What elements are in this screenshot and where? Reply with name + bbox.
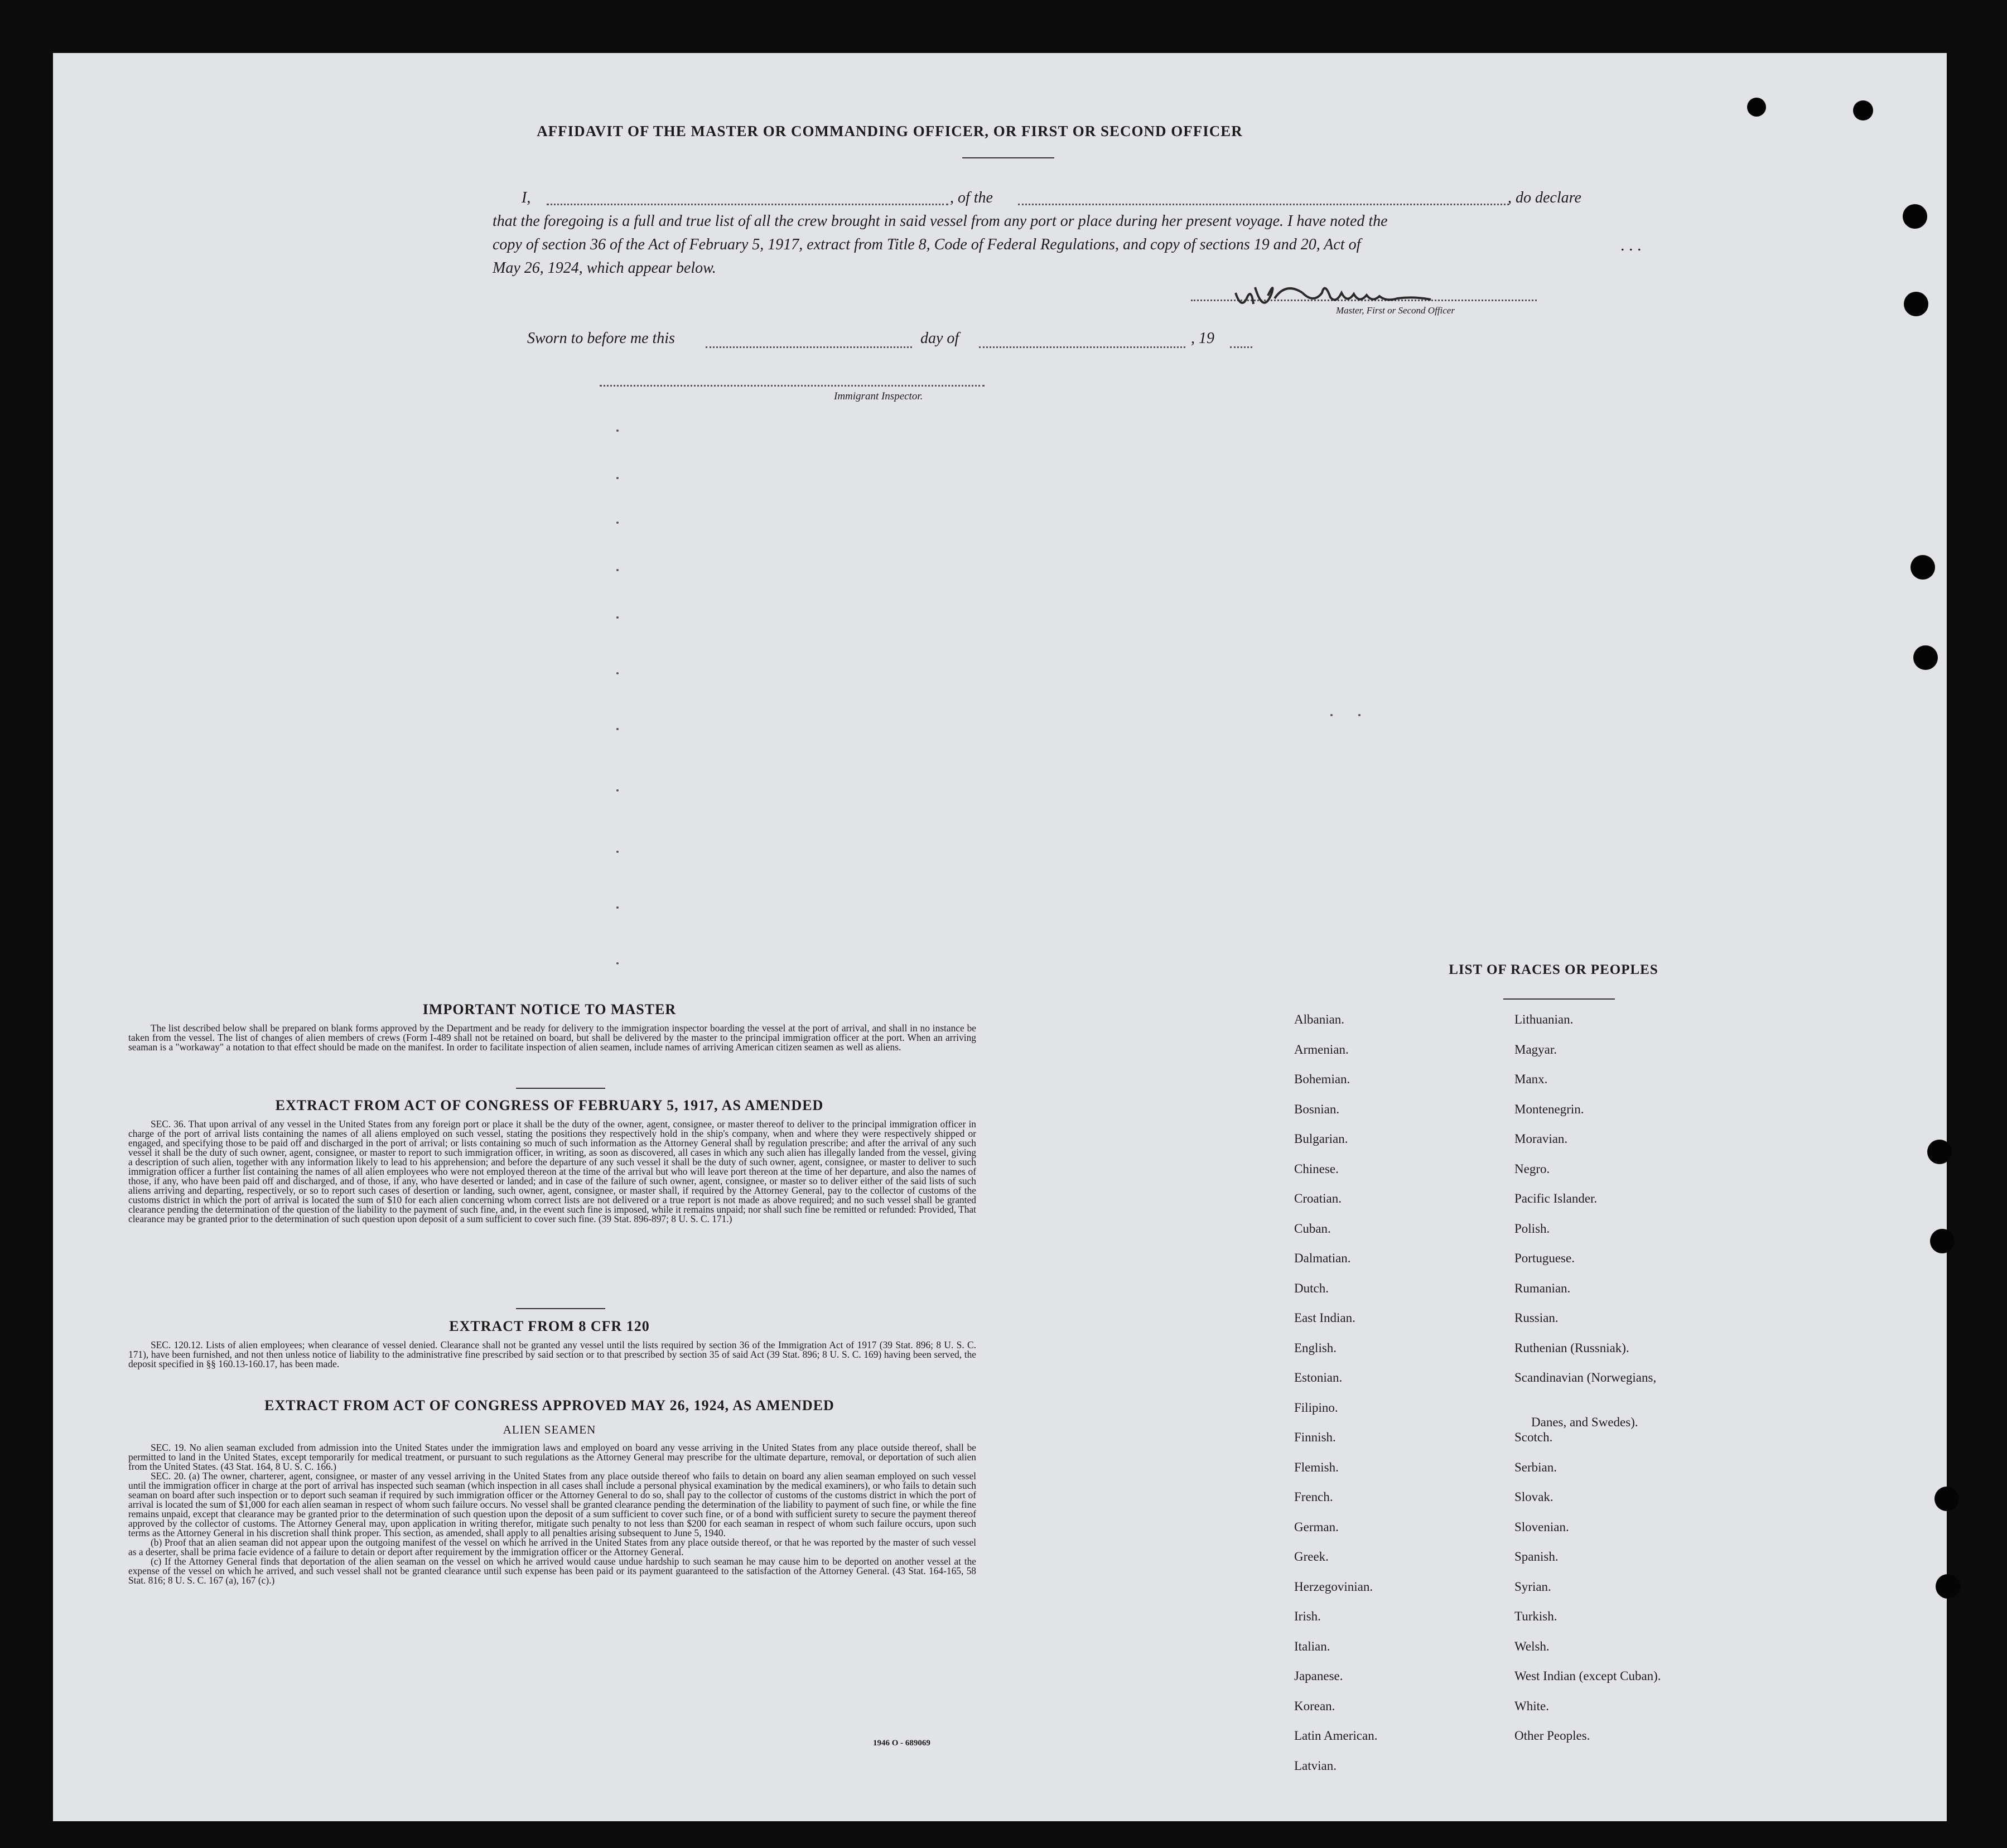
binder-hole	[1903, 204, 1927, 229]
race-item: Other Peoples.	[1514, 1729, 1590, 1743]
inspector-line[interactable]	[600, 385, 985, 387]
race-item: Pacific Islander.	[1514, 1191, 1598, 1205]
race-item: West Indian (except Cuban).	[1514, 1669, 1661, 1683]
speck	[616, 672, 619, 674]
margin-dots: . . .	[1620, 236, 1642, 254]
document-page	[53, 53, 1947, 1821]
race-item: Greek.	[1294, 1550, 1329, 1564]
race-item: Flemish.	[1294, 1460, 1339, 1474]
divider	[516, 1308, 605, 1309]
speck	[616, 430, 619, 432]
vessel-field[interactable]	[1018, 204, 1509, 205]
race-item: Italian.	[1294, 1639, 1330, 1653]
extract-cfr-title: EXTRACT FROM 8 CFR 120	[449, 1318, 650, 1334]
race-item: Ruthenian (Russniak).	[1514, 1340, 1629, 1355]
extract-1917-text: SEC. 36. That upon arrival of any vessel in the United States from any foreign port or place it shall be the duty of the owner, agent, consignee, or master thereof to deliver to the principal immigration officer in charge of the port of arrival lists containing the names of all aliens employed on such vessel, stating the positions they respectively hold in the ship's company, when and where they were respectively shipped or engaged, and specifying those to be paid off and discharged in the port of arrival; or lists containing so much of such information as the Attorney General shall by regulation prescribe; and after the arrival of any such vessel it shall be the duty of such owner, agent, consignee, or master to report to such immigration officer, in writing, as soon as discovered, all cases in which any such alien has illegally landed from the vessel, giving a description of such alien, together with any information likely to lead to his apprehension; and before the departure of any such vessel it shall be the duty of such owner, agent, consignee, or master to deliver to such immigration officer a further list containing the names of all alien employees who were not employed thereon at the time of the arrival but who will leave port thereon at the time of her departure, and also the names of those, if any, who have been paid off and discharged, and of those, if any, who have deserted or landed; and in case of the failure of such owner, agent, consignee, or master so to deliver either of the said lists of such aliens arriving and departing, respectively, or so to report such cases of desertion or landing, such owner, agent, consignee, or master shall, if required by the Attorney General, pay to the collector of customs of the customs district in which the port of arrival is located the sum of $10 for each alien concerning whom correct lists are not delivered or a true report is not made as above required; and no such vessel shall be granted clearance pending the determination of the question of the liability to the payment of such fine, and, in the event such fine is imposed, while it remains unpaid; nor shall such fine be remitted or refunded: Provided, That clearance may be granted prior to the determination of such question upon deposit of a sum sufficient to cover such fine. (39 Stat. 896-897; 8 U. S. C. 171.)	[128, 1118, 976, 1224]
race-item: Cuban.	[1294, 1221, 1331, 1236]
speck	[616, 728, 619, 730]
race-item: Polish.	[1514, 1221, 1550, 1236]
binder-hole	[1927, 1140, 1952, 1164]
binder-hole	[1934, 1487, 1959, 1511]
binder-hole	[1853, 100, 1873, 120]
race-item: Latin American.	[1294, 1729, 1378, 1743]
race-item: Filipino.	[1294, 1400, 1338, 1415]
race-item: Irish.	[1294, 1609, 1321, 1623]
affidavit-i: I,	[522, 189, 531, 206]
sworn-month-field[interactable]	[979, 346, 1185, 348]
affidavit-line-2: that the foregoing is a full and true list of all the crew brought in said vessel from any port or place during her present voyage. I have noted the	[493, 213, 1388, 230]
affidavit-of-the: , of the	[950, 189, 993, 206]
races-rule	[1503, 998, 1615, 1000]
race-item: Latvian.	[1294, 1758, 1337, 1773]
speck	[616, 962, 619, 964]
race-item: English.	[1294, 1340, 1337, 1355]
speck	[616, 522, 619, 524]
race-item: Syrian.	[1514, 1579, 1551, 1594]
print-code: 1946 O - 689069	[873, 1739, 930, 1748]
speck	[1330, 714, 1333, 716]
speck	[616, 569, 619, 571]
notice-title: IMPORTANT NOTICE TO MASTER	[422, 1001, 677, 1017]
affidavit-line-3: copy of section 36 of the Act of February 5, 1917, extract from Title 8, Code of Federal Regulations, and copy of sections 19 and 20, Act of	[493, 236, 1361, 253]
race-item: Portuguese.	[1514, 1251, 1575, 1265]
race-item: Finnish.	[1294, 1430, 1336, 1444]
race-item: White.	[1514, 1699, 1549, 1713]
binder-hole	[1904, 292, 1928, 316]
race-item: Slovenian.	[1514, 1519, 1569, 1534]
year-label: , 19	[1191, 330, 1214, 347]
inspector-label: Immigrant Inspector.	[834, 390, 923, 402]
race-item: Japanese.	[1294, 1669, 1343, 1683]
binder-hole	[1930, 1229, 1955, 1253]
races-title: LIST OF RACES OR PEOPLES	[1449, 962, 1658, 977]
race-item: Magyar.	[1514, 1042, 1557, 1056]
extract-1917-title: EXTRACT FROM ACT OF CONGRESS OF FEBRUARY 5, 1917, AS AMENDED	[275, 1097, 824, 1113]
race-item: Dalmatian.	[1294, 1251, 1351, 1265]
race-item: Spanish.	[1514, 1550, 1559, 1564]
race-item: Dutch.	[1294, 1281, 1329, 1295]
master-label: Master, First or Second Officer	[1336, 305, 1455, 316]
race-item: Rumanian.	[1514, 1281, 1571, 1295]
extract-1924-title: EXTRACT FROM ACT OF CONGRESS APPROVED MAY 26, 1924, AS AMENDED	[264, 1397, 834, 1413]
affidavit-declare: , do declare	[1508, 189, 1581, 206]
sworn-day-field[interactable]	[706, 346, 912, 348]
binder-hole	[1936, 1574, 1960, 1599]
extract-1924-text: SEC. 19. No alien seaman excluded from admission into the United States under the immigration laws and employed on board any vesse arriving in the United States from any place outside thereof, shall be permitted to land in the United States, except temporarily for medical treatment, or pursuant to such regulations as the Attorney General may prescribe for the ultimate departure, removal, or deportation of such alien from the United States. (43 Stat. 164, 8 U. S. C. 166.) SEC. 20. (a) The owner, charterer, agent, consignee, or master of any vessel arriving in the United States from any place outside thereof who fails to detain on board any alien seaman employed on such vessel until the immigration officer in charge at the port of arrival has inspected such seaman (which inspection in all cases shall include a personal physical examination by the medical examiners), or who fails to detain such seaman on board after such inspection or to deport such seaman if required by such immigration officer or the Attorney General to do so, shall pay to the collector of customs of the customs district in which the port of arrival is located the sum of $1,000 for each alien seaman in respect of whom such failure occurs. No vessel shall be granted clearance pending the determination of the liability to payment of such fine, or while the fine remains unpaid, except that clearance may be granted prior to the determination of such question upon the deposit of a sum sufficient to cover such fine, or of a bond with sufficient surety to secure the payment thereof approved by the collector of customs. The Attorney General may, upon application in writing therefor, mitigate such penalty to not less than $200 for each seaman in respect of whom such failure occurs, upon such terms as the Attorney General in his discretion shall think proper. This section, as amended, shall apply to all penalties arising subsequent to June 5, 1940. (b) Proof that an alien seaman did not appear upon the outgoing manifest of the vessel on which he arrived in the United States from any place outside thereof, or that he was reported by the master of such vessel as a deserter, shall be prima facie evidence of a failure to detain or deport after requirement by the immigration officer or the Attorney General. (c) If the Attorney General finds that deportation of the alien seaman on the vessel on which he arrived would cause undue hardship to such seaman he may cause him to be deported on another vessel at the expense of the vessel on which he arrived, and such vessel shall not be granted clearance until such expense has been paid or its payment guaranteed to the satisfaction of the Attorney General. (43 Stat. 164-165, 58 Stat. 816; 8 U. S. C. 167 (a), 167 (c).)	[128, 1442, 976, 1586]
race-item: Bohemian.	[1294, 1072, 1350, 1086]
race-item: Montenegrin.	[1514, 1102, 1584, 1116]
extract-cfr-text: SEC. 120.12. Lists of alien employees; when clearance of vessel denied. Clearance shall not be granted any vessel until the lists required by section 36 of the Immigration Act of 1917 (39 Stat. 896; 8 U. S. C. 171), have been furnished, and not then unless notice of liability to the administrative fine prescribed by said section or to that prescribed by section 35 of said Act (39 Stat. 896; 8 U. S. C. 169) having been served, the deposit specified in §§ 160.13-160.17, has been made.	[128, 1339, 976, 1369]
speck	[616, 851, 619, 853]
speck	[1358, 714, 1360, 716]
race-item: Serbian.	[1514, 1460, 1557, 1474]
race-item: German.	[1294, 1519, 1339, 1534]
race-item: French.	[1294, 1490, 1333, 1504]
race-item: Welsh.	[1514, 1639, 1550, 1653]
race-item: Armenian.	[1294, 1042, 1349, 1056]
speck	[616, 906, 619, 909]
notice-text: The list described below shall be prepared on blank forms approved by the Department and be ready for delivery to the immigration inspector boarding the vessel at the port of arrival, and shall in no instance be taken from the vessel. The list of changes of alien members of crews (Form I-489 shall not be retained on board, but shall be delivered by the master to the principal immigration officer at the port. When an arriving seaman is a "workaway" a notation to that effect should be made on the manifest. In order to facilitate inspection of alien seamen, include names of arriving American citizen seamen as well as aliens.	[128, 1022, 976, 1053]
race-item: Turkish.	[1514, 1609, 1557, 1623]
race-item: Russian.	[1514, 1311, 1559, 1325]
race-item: Croatian.	[1294, 1191, 1342, 1205]
race-item: Albanian.	[1294, 1012, 1345, 1026]
binder-hole	[1747, 98, 1766, 117]
affidavit-title: AFFIDAVIT OF THE MASTER OR COMMANDING OFFICER, OR FIRST OR SECOND OFFICER	[537, 123, 1243, 139]
race-item: Lithuanian.	[1514, 1012, 1574, 1026]
alien-seamen-subtitle: ALIEN SEAMEN	[503, 1423, 596, 1436]
sworn-label: Sworn to before me this	[527, 330, 675, 347]
speck	[616, 616, 619, 619]
race-item: Negro.	[1514, 1161, 1550, 1176]
race-item: Bulgarian.	[1294, 1132, 1348, 1146]
race-item: Bosnian.	[1294, 1102, 1340, 1116]
name-field[interactable]	[547, 204, 948, 205]
race-item: Moravian.	[1514, 1132, 1568, 1146]
race-item: Scotch.	[1514, 1430, 1553, 1444]
divider	[516, 1088, 605, 1089]
race-item: Chinese.	[1294, 1161, 1339, 1176]
race-item: Herzegovinian.	[1294, 1579, 1373, 1594]
speck	[616, 789, 619, 792]
year-field[interactable]	[1230, 346, 1252, 348]
race-item: East Indian.	[1294, 1311, 1355, 1325]
binder-hole	[1910, 555, 1935, 580]
race-item: Danes, and Swedes).	[1531, 1415, 1638, 1429]
day-of-label: day of	[920, 330, 959, 347]
binder-hole	[1913, 645, 1938, 670]
race-item: Manx.	[1514, 1072, 1548, 1086]
race-item: Scandinavian (Norwegians,	[1514, 1371, 1657, 1384]
race-item: Slovak.	[1514, 1490, 1554, 1504]
affidavit-line-4: May 26, 1924, which appear below.	[493, 259, 716, 277]
race-item: Korean.	[1294, 1699, 1335, 1713]
title-rule	[962, 157, 1054, 158]
speck	[616, 477, 619, 479]
race-item: Estonian.	[1294, 1371, 1343, 1384]
